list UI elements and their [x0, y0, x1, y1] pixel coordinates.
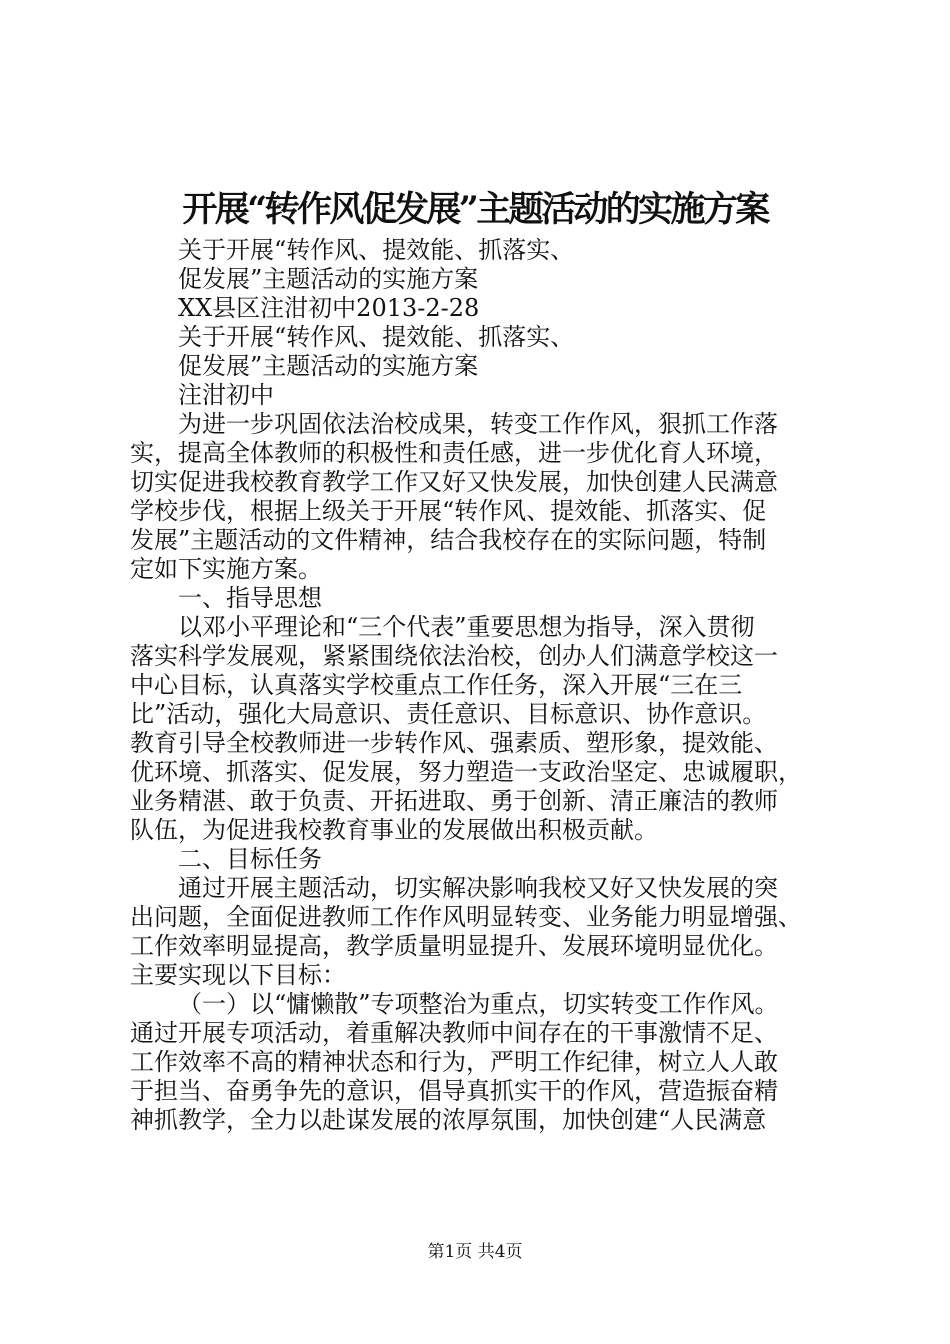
text-line: 工作效率不高的精神状态和行为，严明工作纪律，树立人人敢 — [130, 1048, 778, 1076]
text-line: 二、目标任务 — [178, 845, 322, 873]
text-line: 关于开展“转作风、提效能、抓落实、 — [178, 323, 575, 351]
text-line: 一、指导思想 — [178, 584, 322, 612]
text-line: 通过开展专项活动，着重解决教师中间存在的干事激情不足、 — [130, 1019, 778, 1047]
document-body — [130, 236, 850, 1135]
text-line: 中心目标，认真落实学校重点工作任务，深入开展“三在三 — [130, 671, 743, 699]
text-line: 发展”主题活动的文件精神，结合我校存在的实际问题，特制 — [130, 526, 767, 554]
text-line: 促发展”主题活动的实施方案 — [178, 265, 479, 293]
text-line: 工作效率明显提高，教学质量明显提升、发展环境明显优化。 — [130, 932, 778, 960]
text-line: 落实科学发展观，紧紧围绕依法治校，创办人们满意学校这一 — [130, 642, 778, 670]
text-line: 学校步伐，根据上级关于开展“转作风、提效能、抓落实、促 — [130, 497, 767, 525]
text-line: 于担当、奋勇争先的意识，倡导真抓实干的作风，营造振奋精 — [130, 1077, 778, 1105]
text-line: 出问题，全面促进教师工作作风明显转变、业务能力明显增强、 — [130, 903, 802, 931]
text-line: 切实促进我校教育教学工作又好又快发展，加快创建人民满意 — [130, 468, 778, 496]
text-line: XX县区注泔初中2013-2-28 — [178, 294, 480, 322]
text-line: 促发展”主题活动的实施方案 — [178, 352, 479, 380]
text-line: 教育引导全校教师进一步转作风、强素质、塑形象，提效能、 — [130, 729, 778, 757]
text-line: 定如下实施方案。 — [130, 555, 322, 583]
text-line: 队伍，为促进我校教育事业的发展做出积极贡献。 — [130, 816, 658, 844]
text-line: 以邓小平理论和“三个代表”重要思想为指导，深入贯彻 — [178, 613, 755, 641]
text-line: 通过开展主题活动，切实解决影响我校又好又快发展的突 — [178, 874, 778, 902]
text-line: 业务精湛、敢于负责、开拓进取、勇于创新、清正廉洁的教师 — [130, 787, 778, 815]
text-line: 优环境、抓落实、促发展，努力塑造一支政治坚定、忠诚履职， — [130, 758, 802, 786]
text-line: 神抓教学，全力以赴谋发展的浓厚氛围，加快创建“人民满意 — [130, 1106, 767, 1134]
text-line: 关于开展“转作风、提效能、抓落实、 — [178, 236, 575, 264]
text-line: 实，提高全体教师的积极性和责任感，进一步优化育人环境， — [130, 439, 778, 467]
text-line: 比”活动，强化大局意识、责任意识、目标意识、协作意识。 — [130, 700, 767, 728]
page-footer: 第1页 共4页 — [427, 1242, 523, 1262]
text-line: 主要实现以下目标： — [130, 961, 346, 989]
document-title: 开展“转作风促发展”主题活动的实施方案 — [182, 189, 768, 230]
text-line: 为进一步巩固依法治校成果，转变工作作风，狠抓工作落 — [178, 410, 778, 438]
text-line: 注泔初中 — [178, 381, 274, 409]
text-line: （一）以“慵懒散”专项整治为重点，切实转变工作作风。 — [178, 990, 779, 1018]
